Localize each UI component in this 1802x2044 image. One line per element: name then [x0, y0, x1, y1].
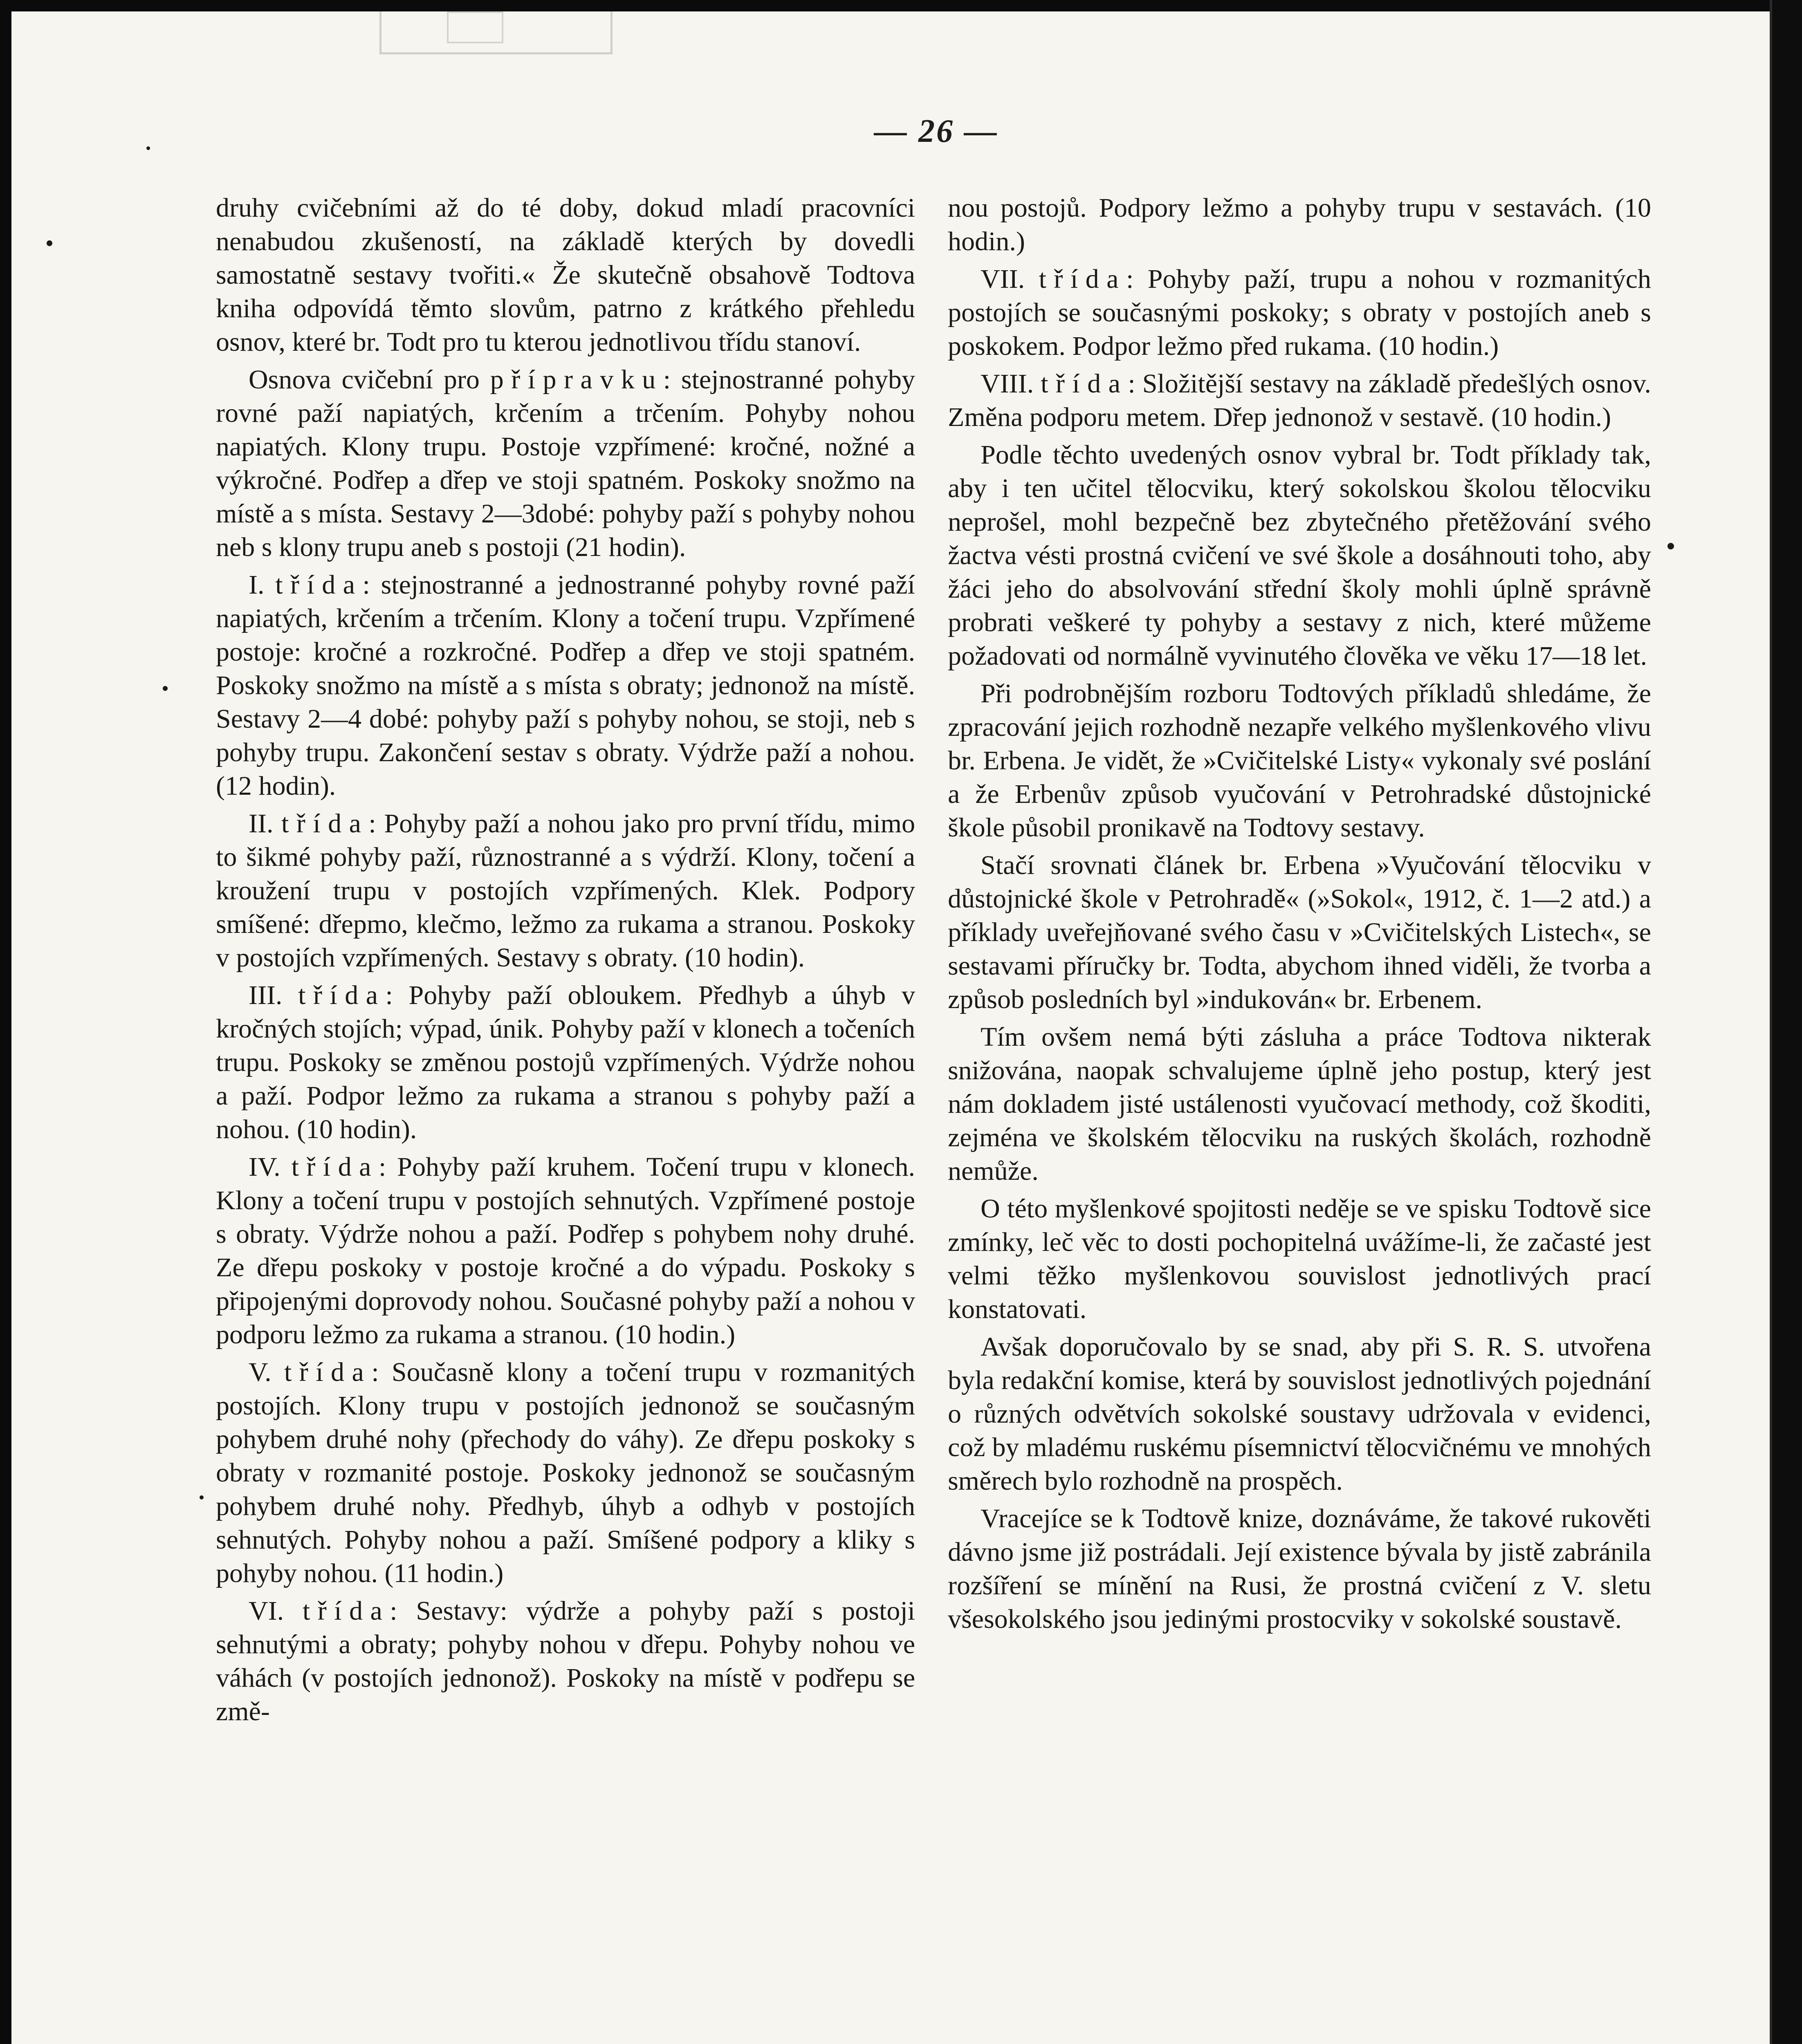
- paragraph: VI. třída: Sestavy: výdrže a pohyby paží s postoji sehnutými a obraty; pohyby nohou v dřepu. Pohyby nohou ve váhách (v postojích jednonož). Poskoky na místě v podřepu se změ-: [216, 1596, 915, 1726]
- left-column: [216, 191, 915, 1732]
- scan-speck: [163, 686, 168, 691]
- paragraph: III. třída: Pohyby paží obloukem. Předhyb a úhyb v kročných stojích; výpad, únik. Pohyby paží v klonech a točeních trupu. Poskoky se změnou postojů vzpřímených. Výdrže nohou a paží. Podpor ležmo za rukama a stranou s pohyby paží a nohou. (10 hodin).: [216, 980, 915, 1144]
- paragraph: druhy cvičebními až do té doby, dokud mladí pracovníci nenabudou zkušeností, na základě kterých by dovedli samostatně sestavy tvořiti.« Že skutečně obsahově Todtova kniha odpovídá těmto slovům, patrno z krátkého přehledu osnov, které br. Todt pro tu kterou jednotlivou třídu stanoví.: [216, 193, 915, 357]
- paragraph: Avšak doporučovalo by se snad, aby při S. R. S. utvořena byla redakční komise, která by souvislost jednotlivých pojednání o různých odvětvích sokolské soustavy udržovala v evidenci, což by mladému ruskému písemnictví tělocvičnému ve mnohých směrech bylo rozhodně na prospěch.: [948, 1332, 1651, 1496]
- paragraph: Stačí srovnati článek br. Erbena »Vyučování tělocviku v důstojnické škole v Petrohradě« (»Sokol«, 1912, č. 1—2 atd.) a příklady uveřejňované svého času v »Cvičitelských Listech«, se sestavami příručky br. Todta, abychom ihned viděli, že tvorba a způsob posledních byl »indukován« br. Erbenem.: [948, 850, 1651, 1014]
- paragraph: Osnova cvičební pro přípravku: stejnostranné pohyby rovné paží napiatých, krčením a trčením. Pohyby nohou napiatých. Klony trupu. Postoje vzpřímené: kročné, nožné a výkročné. Podřep a dřep ve stoji spatném. Poskoky snožmo na místě a s místa. Sestavy 2—3dobé: pohyby paží s pohyby nohou neb s klony trupu aneb s postoji (21 hodin).: [216, 365, 915, 562]
- paragraph: Podle těchto uvedených osnov vybral br. Todt příklady tak, aby i ten učitel tělocviku, který sokolskou školou tělocviku neprošel, mohl bezpečně bez zbytečného přetěžování svého žactva vésti prostná cvičení ve své škole a dosáhnouti toho, aby žáci jeho do absolvování střední školy mohli úplně správně probrati veškeré ty pohyby a sestavy z nich, které můžeme požadovati od normálně vyvinutého člověka ve věku 17—18 let.: [948, 440, 1651, 671]
- scan-border: [1770, 0, 1802, 2044]
- paragraph: VIII. třída: Složitější sestavy na základě předešlých osnov. Změna podporu metem. Dřep jednonož v sestavě. (10 hodin.): [948, 369, 1651, 432]
- page-number: — 26 —: [874, 113, 999, 149]
- paragraph: I. třída: stejnostranné a jednostranné pohyby rovné paží napiatých, krčením a trčením. Klony a točení trupu. Vzpřímené postoje: kročné a rozkročné. Podřep a dřep ve stoji spatném. Poskoky snožmo na místě a s místa s obraty; jednonož na místě. Sestavy 2—4 dobé: pohyby paží s pohyby nohou, se stoji, neb s pohyby trupu. Zakončení sestav s obraty. Výdrže paží a nohou. (12 hodin).: [216, 570, 915, 801]
- paragraph: nou postojů. Podpory ležmo a pohyby trupu v sestavách. (10 hodin.): [948, 193, 1651, 256]
- scanned-page: [11, 11, 1770, 2044]
- paragraph: IV. třída: Pohyby paží kruhem. Točení trupu v klonech. Klony a točení trupu v postojích sehnutých. Vzpřímené postoje s obraty. Výdrže nohou a paží. Podřep s pohybem nohy druhé. Ze dřepu poskoky v postoje kročné a do výpadu. Poskoky s připojenými doprovody nohou. Současné pohyby paží a nohou v podporu ležmo za rukama a stranou. (10 hodin.): [216, 1152, 915, 1349]
- paragraph: Při podrobnějším rozboru Todtových příkladů shledáme, že zpracování jejich rozhodně nezapře velkého myšlenkového vlivu br. Erbena. Je vidět, že »Cvičitelské Listy« vykonaly své poslání a že Erbenův způsob vyučování v Petrohradské důstojnické škole působil pronikavě na Todtovy sestavy.: [948, 679, 1651, 843]
- scan-speck: [146, 146, 150, 150]
- scan-speck: [1667, 543, 1674, 549]
- right-column: [948, 191, 1651, 1640]
- scan-speck: [200, 1495, 204, 1499]
- paragraph: V. třída: Současně klony a točení trupu v rozmanitých postojích. Klony trupu v postojích jednonož se současným pohybem druhé nohy (přechody do váhy). Ze dřepu poskoky s obraty v rozmanité postoje. Poskoky jednonož se současným pohybem druhé nohy. Předhyb, úhyb a odhyb v postojích sehnutých. Pohyby nohou a paží. Smíšené podpory a kliky s pohyby nohou. (11 hodin.): [216, 1357, 915, 1588]
- paragraph: Vracejíce se k Todtově knize, doznáváme, že takové rukověti dávno jsme již postrádali. Její existence bývala by jistě zabránila rozšíření se mínění na Rusi, že prostná cvičení z V. sletu všesokolského jsou jedinými prostocviky v sokolské soustavě.: [948, 1504, 1651, 1634]
- paragraph: O této myšlenkové spojitosti neděje se ve spisku Todtově sice zmínky, leč věc to dosti pochopitelná uvážíme-li, že začasté jest velmi těžko myšlenkovou souvislost jednotlivých prací konstatovati.: [948, 1194, 1651, 1324]
- paragraph: II. třída: Pohyby paží a nohou jako pro první třídu, mimo to šikmé pohyby paží, různostranné a s výdrží. Klony, točení a kroužení trupu v postojích vzpřímených. Klek. Podpory smíšené: dřepmo, klečmo, ležmo za rukama a stranou. Poskoky v postojích vzpřímených. Sestavy s obraty. (10 hodin).: [216, 809, 915, 973]
- library-stamp: [379, 11, 613, 54]
- scan-speck: [47, 240, 52, 246]
- paragraph: VII. třída: Pohyby paží, trupu a nohou v rozmanitých postojích se současnými poskoky; s obraty v postojích aneb s poskokem. Podpor ležmo před rukama. (10 hodin.): [948, 264, 1652, 361]
- paragraph: Tím ovšem nemá býti zásluha a práce Todtova nikterak snižována, naopak schvalujeme úplně jeho postup, který jest nám dokladem jisté ustálenosti vyučovací methody, což škoditi, zejména ve školském tělocviku na ruských školách, rozhodně nemůže.: [948, 1022, 1651, 1186]
